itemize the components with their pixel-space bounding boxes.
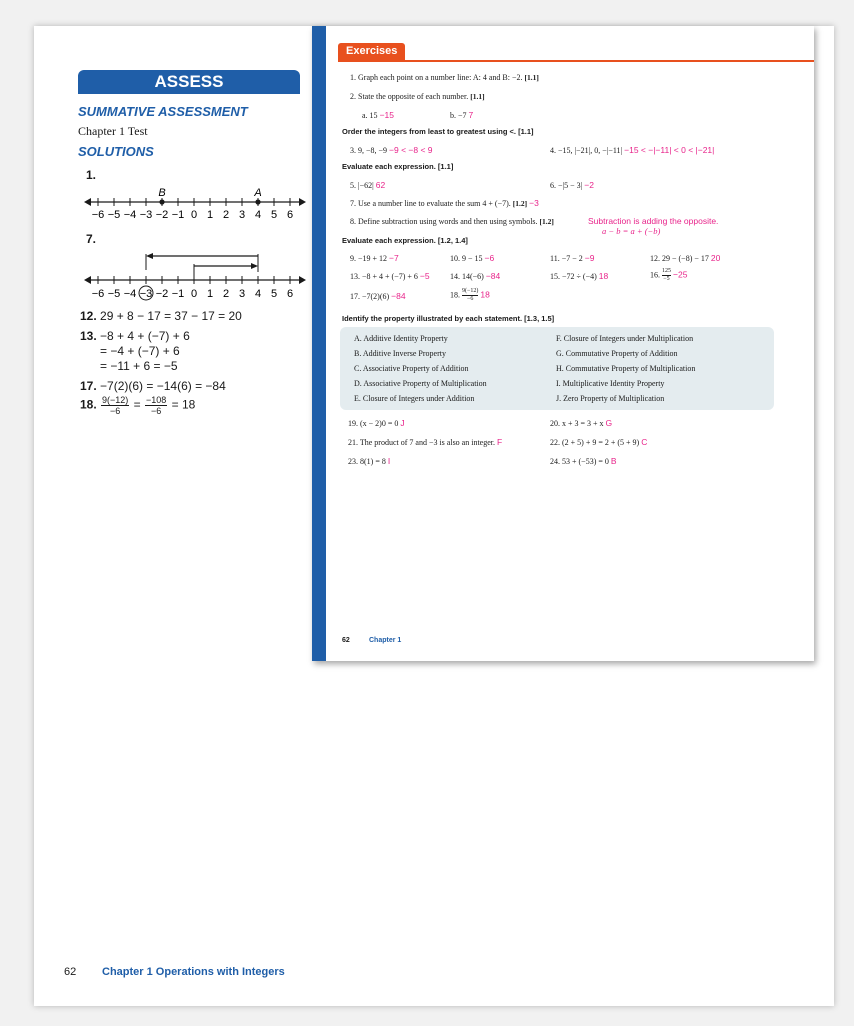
property-option: E. Closure of Integers under Addition <box>354 394 475 403</box>
sum-arrows <box>146 253 258 280</box>
property-option: C. Associative Property of Addition <box>354 364 469 373</box>
tick-label: 4 <box>254 209 262 221</box>
number-line-2-axis <box>84 276 306 284</box>
property-option: J. Zero Property of Multiplication <box>556 394 665 403</box>
item-1-number: 1. <box>86 168 97 182</box>
tick-label: −4 <box>123 288 137 300</box>
student-page-inset <box>312 26 814 661</box>
question-14: 14. 14(−6) −84 <box>450 271 501 281</box>
property-option: A. Additive Identity Property <box>354 334 448 343</box>
point-b-label: B <box>158 187 166 199</box>
property-option: I. Multiplicative Identity Property <box>556 379 665 388</box>
tick-label: −1 <box>171 209 185 221</box>
question-3: 3. 9, −8, −9 −9 < −8 < 9 <box>350 145 433 155</box>
tick-label: 3 <box>238 288 246 300</box>
point-b-dot <box>159 199 164 204</box>
property-option: D. Associative Property of Multiplication <box>354 379 487 388</box>
tick-label: 5 <box>270 288 278 300</box>
tick-label: −6 <box>91 288 105 300</box>
tick-label: 0 <box>190 209 198 221</box>
point-a-label: A <box>254 187 262 199</box>
tick-label: 3 <box>238 209 246 221</box>
inset-side-bar <box>312 26 326 661</box>
exercises-rule <box>338 60 814 62</box>
number-line-2 <box>84 242 306 304</box>
tick-label: 1 <box>206 209 214 221</box>
question-10: 10. 9 − 15 −6 <box>450 253 495 263</box>
solutions-heading: SOLUTIONS <box>78 144 154 159</box>
number-line-1 <box>84 182 306 226</box>
test-title: Chapter 1 Test <box>78 124 148 138</box>
item-18-fraction-2: $\frac{-108}{-6}$ <box>146 395 167 416</box>
teacher-page <box>34 26 834 1006</box>
question-2b: b. −7 7 <box>450 110 474 120</box>
item-18: 18. $\frac{9(-12)}{-6}$ = $\frac{-108}{-6}$ = 18 <box>80 395 196 416</box>
point-a-dot <box>255 199 260 204</box>
question-12: 12. 29 − (−8) − 17 20 <box>650 253 721 263</box>
item-12: 12. 29 + 8 − 17 = 37 − 17 = 20 <box>80 309 242 323</box>
question-6: 6. −|5 − 3| −2 <box>550 180 594 190</box>
page-number: 62 <box>64 966 77 978</box>
tick-label: −2 <box>155 288 169 300</box>
tick-label: −2 <box>155 209 169 221</box>
property-option: F. Closure of Integers under Multiplication <box>556 334 694 343</box>
question-8-answer-1: Subtraction is adding the opposite. <box>588 216 719 226</box>
question-2: 2. State the opposite of each number. [1.1] <box>350 92 485 101</box>
item-13-line-3: = −11 + 6 = −5 <box>100 359 178 373</box>
section-properties: Identify the property illustrated by each statement. [1.3, 1.5] <box>342 314 555 323</box>
question-2a: a. 15 −15 <box>362 110 394 120</box>
tick-label: 6 <box>286 209 294 221</box>
tick-label: −6 <box>91 209 105 221</box>
section-evaluate-2: Evaluate each expression. [1.2, 1.4] <box>342 236 468 245</box>
question-8-answer-2: a − b = a + (−b) <box>602 226 661 236</box>
section-order: Order the integers from least to greatest using <. [1.1] <box>342 127 534 136</box>
item-13-line-2: = −4 + (−7) + 6 <box>100 344 180 358</box>
summative-heading: SUMMATIVE ASSESSMENT <box>78 104 248 119</box>
item-7-number: 7. <box>86 232 97 246</box>
tick-label: 2 <box>222 288 230 300</box>
item-13-line-1: 13. −8 + 4 + (−7) + 6 <box>80 329 190 343</box>
tick-label: −4 <box>123 209 137 221</box>
tick-label: −5 <box>107 209 121 221</box>
question-4: 4. −15, |−21|, 0, −|−11| −15 < −|−11| < 0 < |−21| <box>550 145 715 155</box>
tick-label: −3 <box>139 288 153 300</box>
tick-label: 5 <box>270 209 278 221</box>
question-24: 24. 53 + (−53) = 0 B <box>550 456 617 466</box>
tick-label: 1 <box>206 288 214 300</box>
question-23: 23. 8(1) = 8 I <box>348 456 391 466</box>
tick-label: 6 <box>286 288 294 300</box>
property-option: H. Commutative Property of Multiplication <box>556 364 696 373</box>
question-8: 8. Define subtraction using words and then using symbols. [1.2] <box>350 217 554 226</box>
chapter-footer: Chapter 1 Operations with Integers <box>102 966 285 978</box>
tick-label: −3 <box>139 209 153 221</box>
question-18: 18. $\frac{9(-12)}{-6}$ 18 <box>450 288 490 302</box>
question-21: 21. The product of 7 and −3 is also an integer. F <box>348 437 503 447</box>
property-option: G. Commutative Property of Addition <box>556 349 678 358</box>
question-9: 9. −19 + 12 −7 <box>350 253 399 263</box>
tick-label: 2 <box>222 209 230 221</box>
question-11: 11. −7 − 2 −9 <box>550 253 595 263</box>
property-option: B. Additive Inverse Property <box>354 349 446 358</box>
question-1: 1. Graph each point on a number line: A: 4 and B: −2. [1.1] <box>350 73 539 82</box>
properties-box <box>340 327 774 410</box>
question-13: 13. −8 + 4 + (−7) + 6 −5 <box>350 271 430 281</box>
question-7: 7. Use a number line to evaluate the sum 4 + (−7). [1.2] −3 <box>350 198 539 208</box>
question-5: 5. |−62| 62 <box>350 180 386 190</box>
question-22: 22. (2 + 5) + 9 = 2 + (5 + 9) C <box>550 437 648 447</box>
question-20: 20. x + 3 = 3 + x G <box>550 418 613 428</box>
item-18-fraction-1: $\frac{9(-12)}{-6}$ <box>102 395 129 416</box>
tick-label: 0 <box>190 288 198 300</box>
tick-label: 4 <box>254 288 262 300</box>
assess-banner: ASSESS <box>78 70 300 94</box>
tick-label: −5 <box>107 288 121 300</box>
inset-chapter-label: Chapter 1 <box>369 637 402 644</box>
question-17: 17. −7(2)(6) −84 <box>350 291 406 301</box>
exercises-tab: Exercises <box>338 43 405 60</box>
item-17: 17. −7(2)(6) = −14(6) = −84 <box>80 379 226 393</box>
tick-label: −1 <box>171 288 185 300</box>
question-16: 16. $\frac{125}{-5}$ −25 <box>650 268 688 282</box>
section-evaluate-1: Evaluate each expression. [1.1] <box>342 162 454 171</box>
question-15: 15. −72 ÷ (−4) 18 <box>550 271 609 281</box>
number-line-1-axis <box>84 198 306 206</box>
inset-page-number: 62 <box>342 637 350 644</box>
question-19: 19. (x − 2)0 = 0 J <box>348 418 405 428</box>
